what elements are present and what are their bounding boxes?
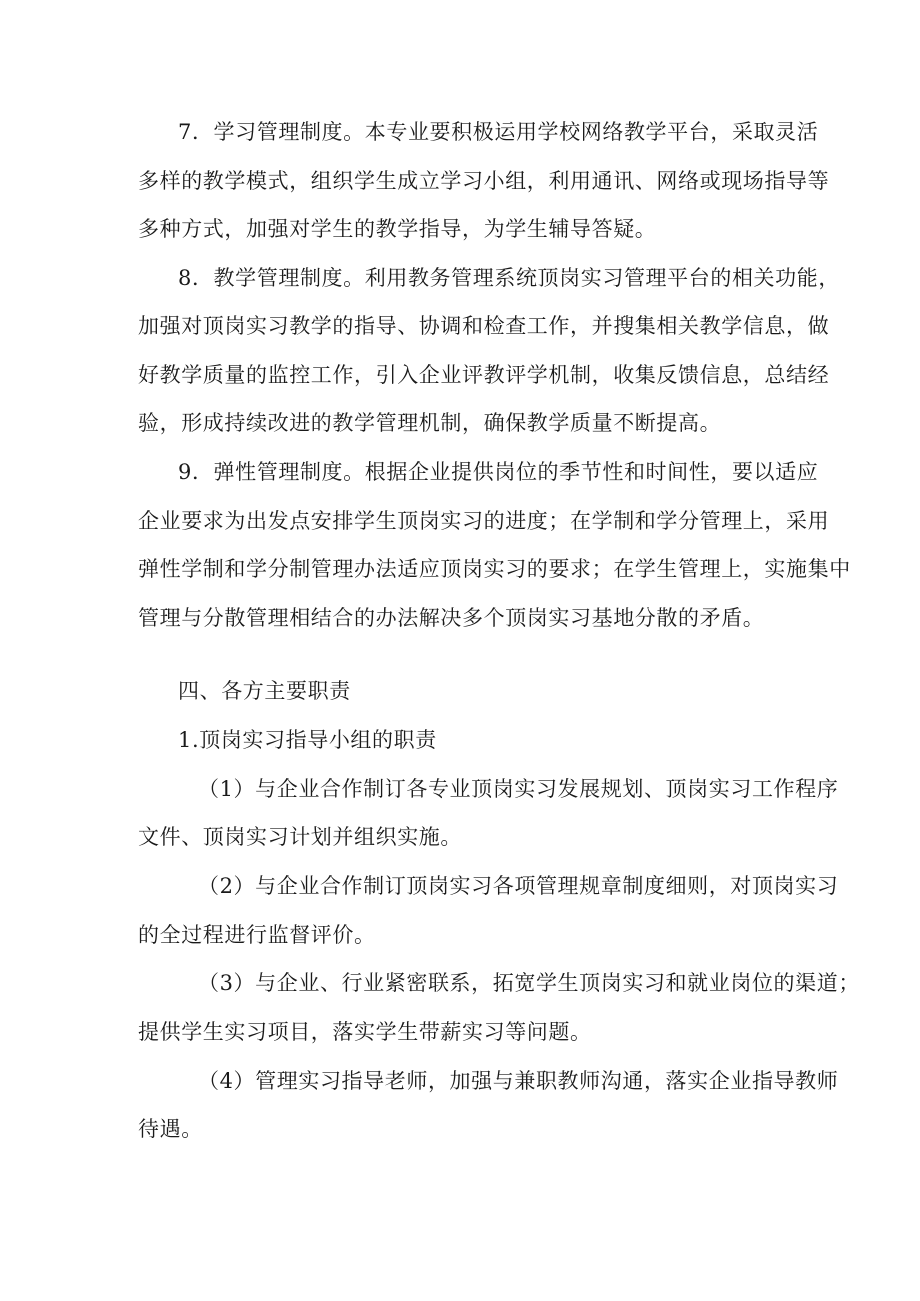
paragraph-9-line-2: 企业要求为出发点安排学生顶岗实习的进度；在学制和学分管理上，采用 <box>138 509 830 533</box>
paragraph-9-line-4: 管理与分散管理相结合的办法解决多个顶岗实习基地分散的矛盾。 <box>138 606 765 630</box>
paragraph-8-line-1: 8．教学管理制度。利用教务管理系统顶岗实习管理平台的相关功能， <box>178 266 840 290</box>
paragraph-7-line-3: 多种方式，加强对学生的教学指导，为学生辅导答疑。 <box>138 217 657 241</box>
item-3-line-2: 提供学生实习项目，落实学生带薪实习等问题。 <box>138 1020 592 1044</box>
item-3-line-1: （3）与企业、行业紧密联系，拓宽学生顶岗实习和就业岗位的渠道； <box>198 971 860 995</box>
item-1-line-1: （1）与企业合作制订各专业顶岗实习发展规划、顶岗实习工作程序 <box>198 777 839 801</box>
section-heading: 四、各方主要职责 <box>178 679 351 703</box>
paragraph-8-line-3: 好教学质量的监控工作，引入企业评教评学机制，收集反馈信息，总结经 <box>138 363 830 387</box>
paragraph-9-line-3: 弹性学制和学分制管理办法适应顶岗实习的要求；在学生管理上，实施集中 <box>138 557 851 581</box>
paragraph-7-line-1: 7．学习管理制度。本专业要积极运用学校网络教学平台，采取灵活 <box>178 120 819 144</box>
paragraph-8-line-2: 加强对顶岗实习教学的指导、协调和检查工作，并搜集相关教学信息，做 <box>138 314 830 338</box>
subsection-heading: 1.顶岗实习指导小组的职责 <box>178 728 437 752</box>
paragraph-7-line-2: 多样的教学模式，组织学生成立学习小组，利用通讯、网络或现场指导等 <box>138 169 830 193</box>
item-1-line-2: 文件、顶岗实习计划并组织实施。 <box>138 825 462 849</box>
item-4-line-1: （4）管理实习指导老师，加强与兼职教师沟通，落实企业指导教师 <box>198 1069 839 1093</box>
paragraph-8-line-4: 验，形成持续改进的教学管理机制，确保教学质量不断提高。 <box>138 411 722 435</box>
item-4-line-2: 待遇。 <box>138 1117 203 1141</box>
item-2-line-2: 的全过程进行监督评价。 <box>138 923 376 947</box>
item-2-line-1: （2）与企业合作制订顶岗实习各项管理规章制度细则，对顶岗实习 <box>198 874 839 898</box>
paragraph-9-line-1: 9．弹性管理制度。根据企业提供岗位的季节性和时间性，要以适应 <box>178 460 819 484</box>
